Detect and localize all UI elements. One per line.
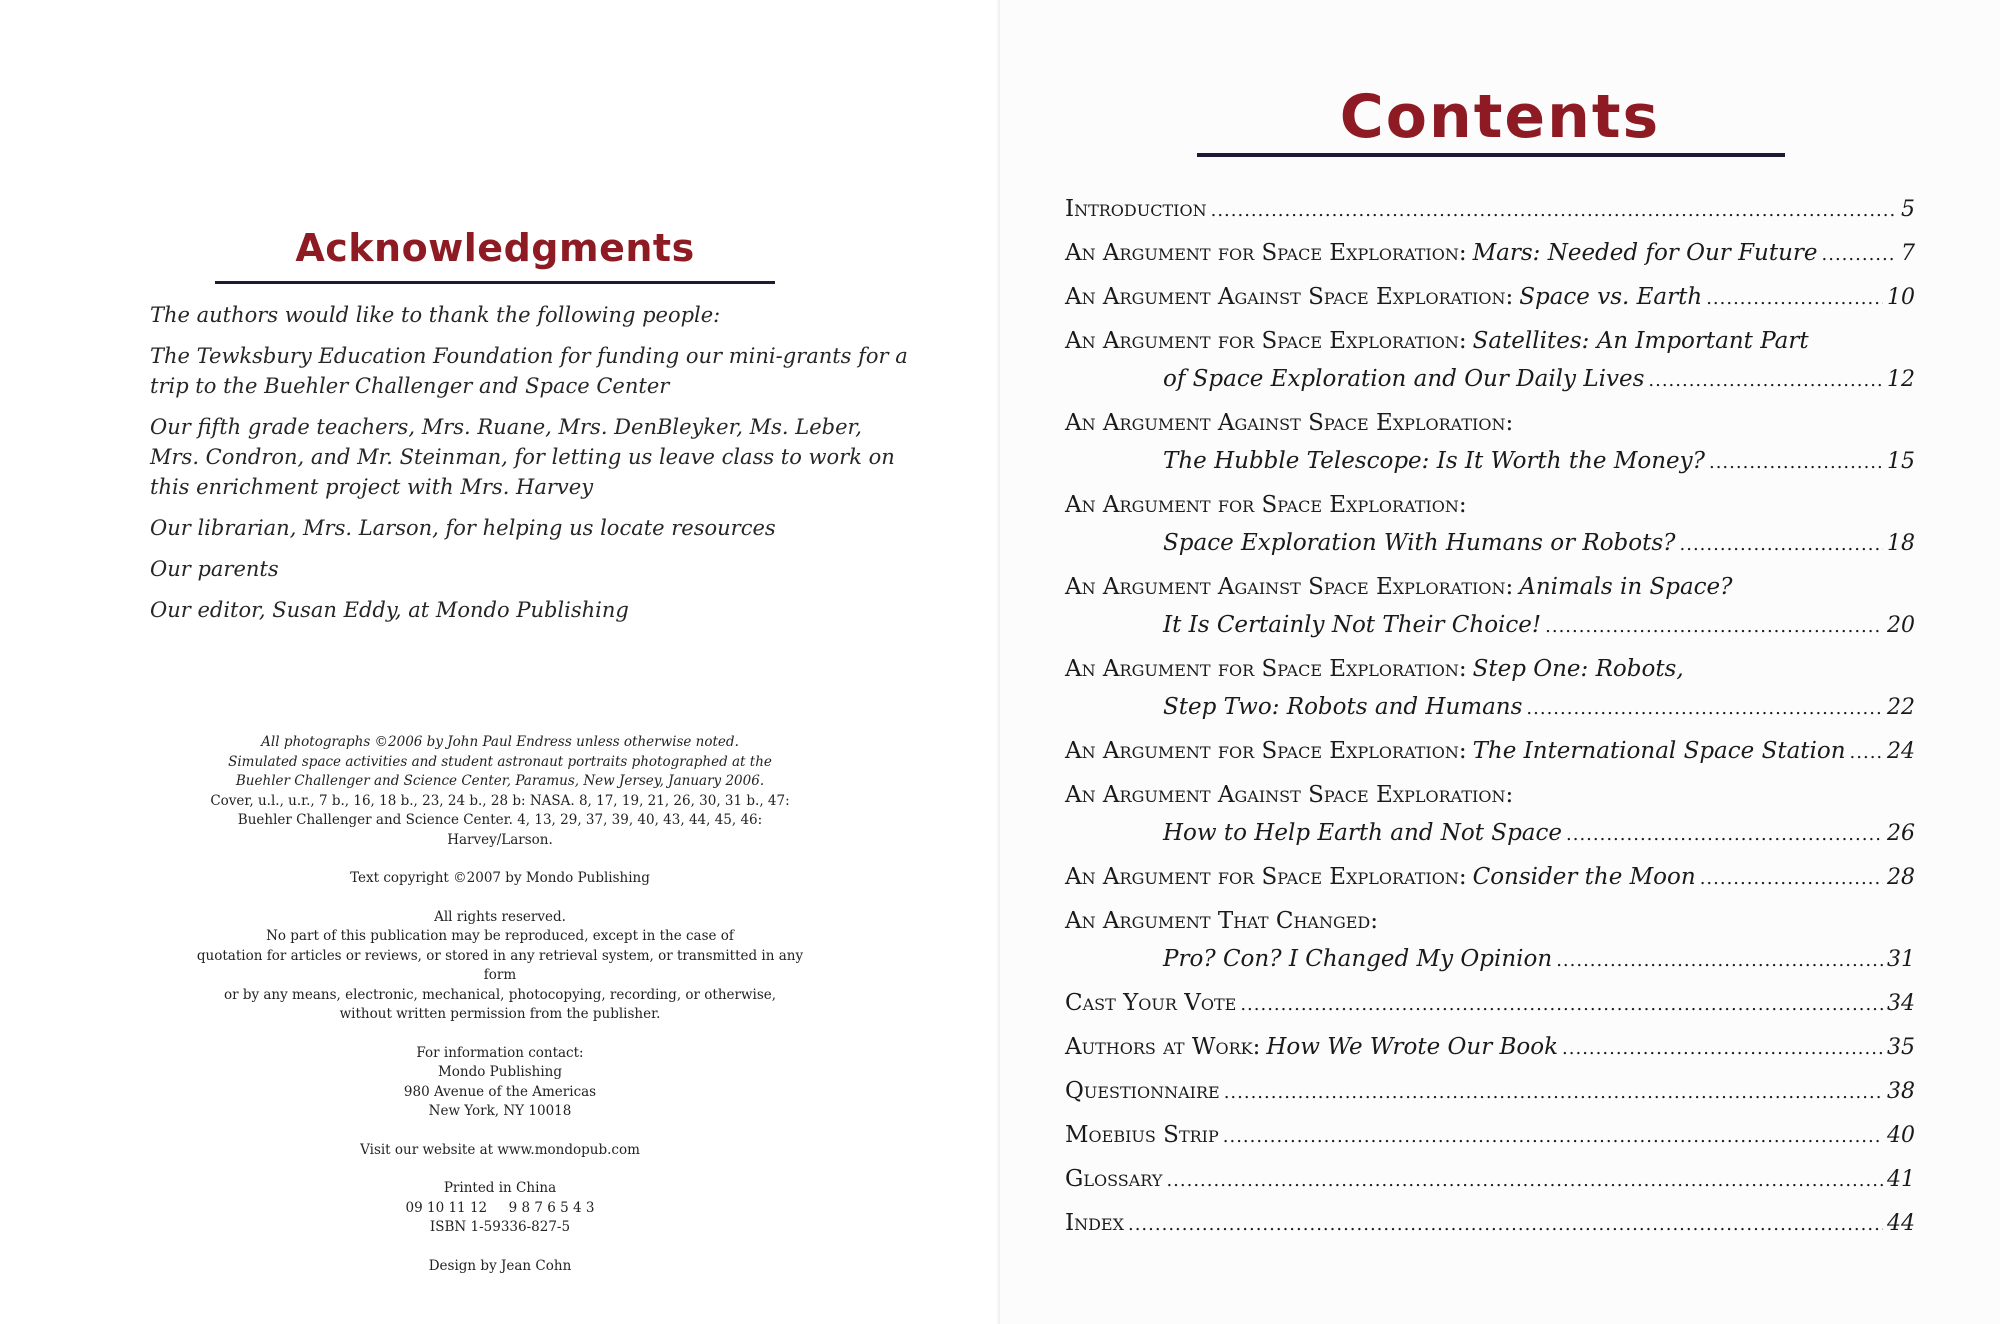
contact-line: 980 Avenue of the Americas (403, 1083, 597, 1100)
printing-line: 09 10 11 12 9 8 7 6 5 4 3 (405, 1199, 595, 1216)
design-credit: Design by Jean Cohn (428, 1257, 572, 1274)
toc-line (1065, 776, 1915, 814)
toc-entry (1065, 1028, 1915, 1066)
toc-line (1065, 404, 1915, 442)
acknowledgments-paragraph: The Tewksbury Education Foundation for funding our mini-grants for a trip to the Buehler Challenger and Space Center (150, 344, 908, 398)
toc-line (1065, 234, 1915, 272)
toc-entry-continuation: The Hubble Telescope: Is It Worth the Money? (1163, 448, 1705, 474)
toc-page-number: 12 (1887, 367, 1915, 392)
toc-page-number: 44 (1887, 1211, 1915, 1236)
dot-leader (1706, 278, 1883, 318)
website-line: Visit our website at www.mondopub.com (360, 1141, 640, 1158)
acknowledgments-paragraph: Our editor, Susan Eddy, at Mondo Publishing (150, 598, 629, 622)
toc-entry-subtitle: Mars: Needed for Our Future (1472, 240, 1818, 266)
toc-page-number: 41 (1887, 1167, 1915, 1192)
dot-leader (1648, 360, 1883, 400)
toc-page-number: 35 (1887, 1035, 1915, 1060)
toc-entry (1065, 322, 1915, 398)
toc-entry (1065, 404, 1915, 480)
toc-page-number: 15 (1887, 449, 1915, 474)
rights-line: All rights reserved. (434, 908, 566, 925)
toc-page-number: 26 (1887, 821, 1915, 846)
toc-entry-label: Cast Your Vote (1065, 990, 1237, 1016)
dot-leader (1545, 606, 1883, 646)
toc-entry (1065, 234, 1915, 272)
toc-entry (1065, 568, 1915, 644)
contact-line: For information contact: (416, 1044, 584, 1061)
toc-entry-continuation: How to Help Earth and Not Space (1163, 820, 1562, 846)
toc-line (1065, 190, 1915, 228)
toc-page-number: 22 (1887, 695, 1915, 720)
contents-title: Contents (1339, 82, 1661, 152)
dot-leader (1128, 1204, 1883, 1244)
right-page (1000, 0, 2000, 1324)
toc-entry-continuation: Step Two: Robots and Humans (1163, 694, 1523, 720)
toc-entry-label: An Argument That Changed: (1065, 908, 1378, 934)
dot-leader (1566, 814, 1883, 854)
rights-line: quotation for articles or reviews, or stored in any retrieval system, or transmitted in any form (196, 947, 804, 983)
rights-line: or by any means, electronic, mechanical, photocopying, recording, or otherwise, (223, 986, 777, 1003)
toc-line (1065, 814, 1915, 852)
toc-entry-label: An Argument for Space Exploration: (1065, 656, 1467, 682)
acknowledgments-paragraph: Our fifth grade teachers, Mrs. Ruane, Mrs. DenBleyker, Ms. Leber, Mrs. Condron, and Mr. Steinman, for letting us leave class to work on this enrichment project with Mrs. Harvey (150, 415, 895, 499)
toc-entry-continuation: It Is Certainly Not Their Choice! (1163, 612, 1542, 638)
toc-entry (1065, 190, 1915, 228)
toc-entry-label: Introduction (1065, 196, 1207, 222)
dot-leader (1166, 1160, 1883, 1200)
toc-line (1065, 732, 1915, 770)
acknowledgments-body (150, 300, 910, 636)
toc-line (1065, 858, 1915, 896)
printing-line: Printed in China (443, 1180, 557, 1196)
toc-entry-subtitle: The International Space Station (1472, 738, 1846, 764)
toc-entry (1065, 732, 1915, 770)
toc-entry-label: Index (1065, 1210, 1124, 1236)
acknowledgments-rule (215, 281, 775, 284)
toc-page-number: 10 (1887, 285, 1915, 310)
toc-entry-label: An Argument for Space Exploration: (1065, 738, 1467, 764)
toc-entry (1065, 1204, 1915, 1242)
toc-entry-label: An Argument for Space Exploration: (1065, 492, 1467, 518)
toc-line (1065, 650, 1915, 688)
toc-entry (1065, 984, 1915, 1022)
toc-line (1065, 524, 1915, 562)
credit-detail-line: Cover, u.l., u.r., 7 b., 16, 18 b., 23, 24 b., 28 b: NASA. 8, 17, 19, 21, 26, 30, 31 b., 47: (210, 792, 790, 809)
toc-entry-label: An Argument for Space Exploration: (1065, 864, 1467, 890)
toc-line (1065, 1160, 1915, 1198)
acknowledgments-paragraph: Our librarian, Mrs. Larson, for helping us locate resources (150, 516, 776, 540)
toc-entry-continuation: of Space Exploration and Our Daily Lives (1163, 366, 1645, 392)
toc-line (1065, 442, 1915, 480)
dot-leader (1562, 1028, 1883, 1068)
toc-entry-subtitle: Space vs. Earth (1519, 284, 1703, 310)
toc-entry-subtitle: Animals in Space? (1519, 574, 1733, 600)
contact-line: Mondo Publishing (437, 1064, 563, 1080)
toc-line (1065, 322, 1915, 360)
toc-entry-label: Questionnaire (1065, 1078, 1220, 1104)
toc-entry (1065, 902, 1915, 978)
rights-line: without written permission from the publisher. (339, 1006, 661, 1022)
dot-leader (1211, 190, 1897, 230)
rights-line: No part of this publication may be reproduced, except in the case of (266, 928, 734, 944)
toc-line (1065, 606, 1915, 644)
toc-entry-continuation: Space Exploration With Humans or Robots? (1163, 530, 1676, 556)
toc-page-number: 34 (1887, 991, 1915, 1016)
toc-entry-label: An Argument Against Space Exploration: (1065, 782, 1514, 808)
toc-page-number: 38 (1887, 1079, 1915, 1104)
toc-entry-subtitle: Step One: Robots, (1472, 656, 1684, 682)
contents-rule (1197, 153, 1785, 157)
toc-line (1065, 984, 1915, 1022)
contact-line: New York, NY 10018 (428, 1103, 572, 1119)
toc-line (1065, 1116, 1915, 1154)
dot-leader (1709, 442, 1883, 482)
toc-entry-label: Glossary (1065, 1166, 1163, 1192)
toc-entry (1065, 1116, 1915, 1154)
dot-leader (1224, 1072, 1883, 1112)
toc-page-number: 40 (1887, 1123, 1915, 1148)
photo-credit-line: Simulated space activities and student astronaut portraits photographed at the (228, 753, 772, 770)
toc-line (1065, 360, 1915, 398)
copyright-imprint (190, 733, 810, 1276)
toc-page-number: 24 (1887, 739, 1915, 764)
toc-page-number: 20 (1887, 613, 1915, 638)
toc-entry-label: Moebius Strip (1065, 1122, 1219, 1148)
toc-line (1065, 940, 1915, 978)
toc-entry (1065, 776, 1915, 852)
dot-leader (1526, 688, 1883, 728)
toc-entry-subtitle: Satellites: An Important Part (1472, 328, 1809, 354)
toc-line (1065, 1204, 1915, 1242)
toc-page-number: 28 (1887, 865, 1915, 890)
toc-entry-label: An Argument for Space Exploration: (1065, 240, 1467, 266)
acknowledgments-paragraph: The authors would like to thank the following people: (150, 303, 721, 327)
dot-leader (1240, 984, 1883, 1024)
toc-page-number: 7 (1901, 241, 1915, 266)
photo-credit-line: Buehler Challenger and Science Center, Paramus, New Jersey, January 2006. (235, 773, 765, 789)
toc-line (1065, 902, 1915, 940)
toc-entry-label: An Argument Against Space Exploration: (1065, 410, 1514, 436)
toc-entry-label: An Argument Against Space Exploration: (1065, 574, 1514, 600)
toc-line (1065, 568, 1915, 606)
toc-entry-subtitle: How We Wrote Our Book (1266, 1034, 1559, 1060)
toc-page-number: 5 (1901, 197, 1915, 222)
photo-credit-line: All photographs ©2006 by John Paul Endress unless otherwise noted. (261, 734, 739, 750)
toc-line (1065, 486, 1915, 524)
acknowledgments-paragraph: Our parents (150, 557, 279, 581)
toc-page-number: 18 (1887, 531, 1915, 556)
toc-entry (1065, 858, 1915, 896)
dot-leader (1223, 1116, 1883, 1156)
toc-line (1065, 1028, 1915, 1066)
toc-entry (1065, 650, 1915, 726)
copyright-line: Text copyright ©2007 by Mondo Publishing (350, 870, 650, 886)
toc-entry-continuation: Pro? Con? I Changed My Opinion (1163, 946, 1553, 972)
dot-leader (1680, 524, 1883, 564)
toc-line (1065, 688, 1915, 726)
dot-leader (1850, 732, 1883, 772)
toc-entry-label: An Argument Against Space Exploration: (1065, 284, 1514, 310)
toc-entry (1065, 278, 1915, 316)
dot-leader (1556, 940, 1883, 980)
toc-line (1065, 1072, 1915, 1110)
toc-entry-label: Authors at Work: (1065, 1034, 1261, 1060)
dot-leader (1700, 858, 1883, 898)
toc-line (1065, 278, 1915, 316)
toc-page-number: 31 (1887, 947, 1915, 972)
toc-entry-label: An Argument for Space Exploration: (1065, 328, 1467, 354)
toc-entry (1065, 1160, 1915, 1198)
table-of-contents (1065, 190, 1915, 1248)
toc-entry (1065, 486, 1915, 562)
toc-entry-subtitle: Consider the Moon (1472, 864, 1696, 890)
credit-detail-line: Buehler Challenger and Science Center. 4, 13, 29, 37, 39, 40, 43, 44, 45, 46: Harvey/Larson. (237, 812, 763, 848)
dot-leader (1822, 234, 1897, 274)
acknowledgments-title: Acknowledgments (295, 226, 695, 270)
toc-entry (1065, 1072, 1915, 1110)
printing-line: ISBN 1-59336-827-5 (429, 1219, 571, 1235)
